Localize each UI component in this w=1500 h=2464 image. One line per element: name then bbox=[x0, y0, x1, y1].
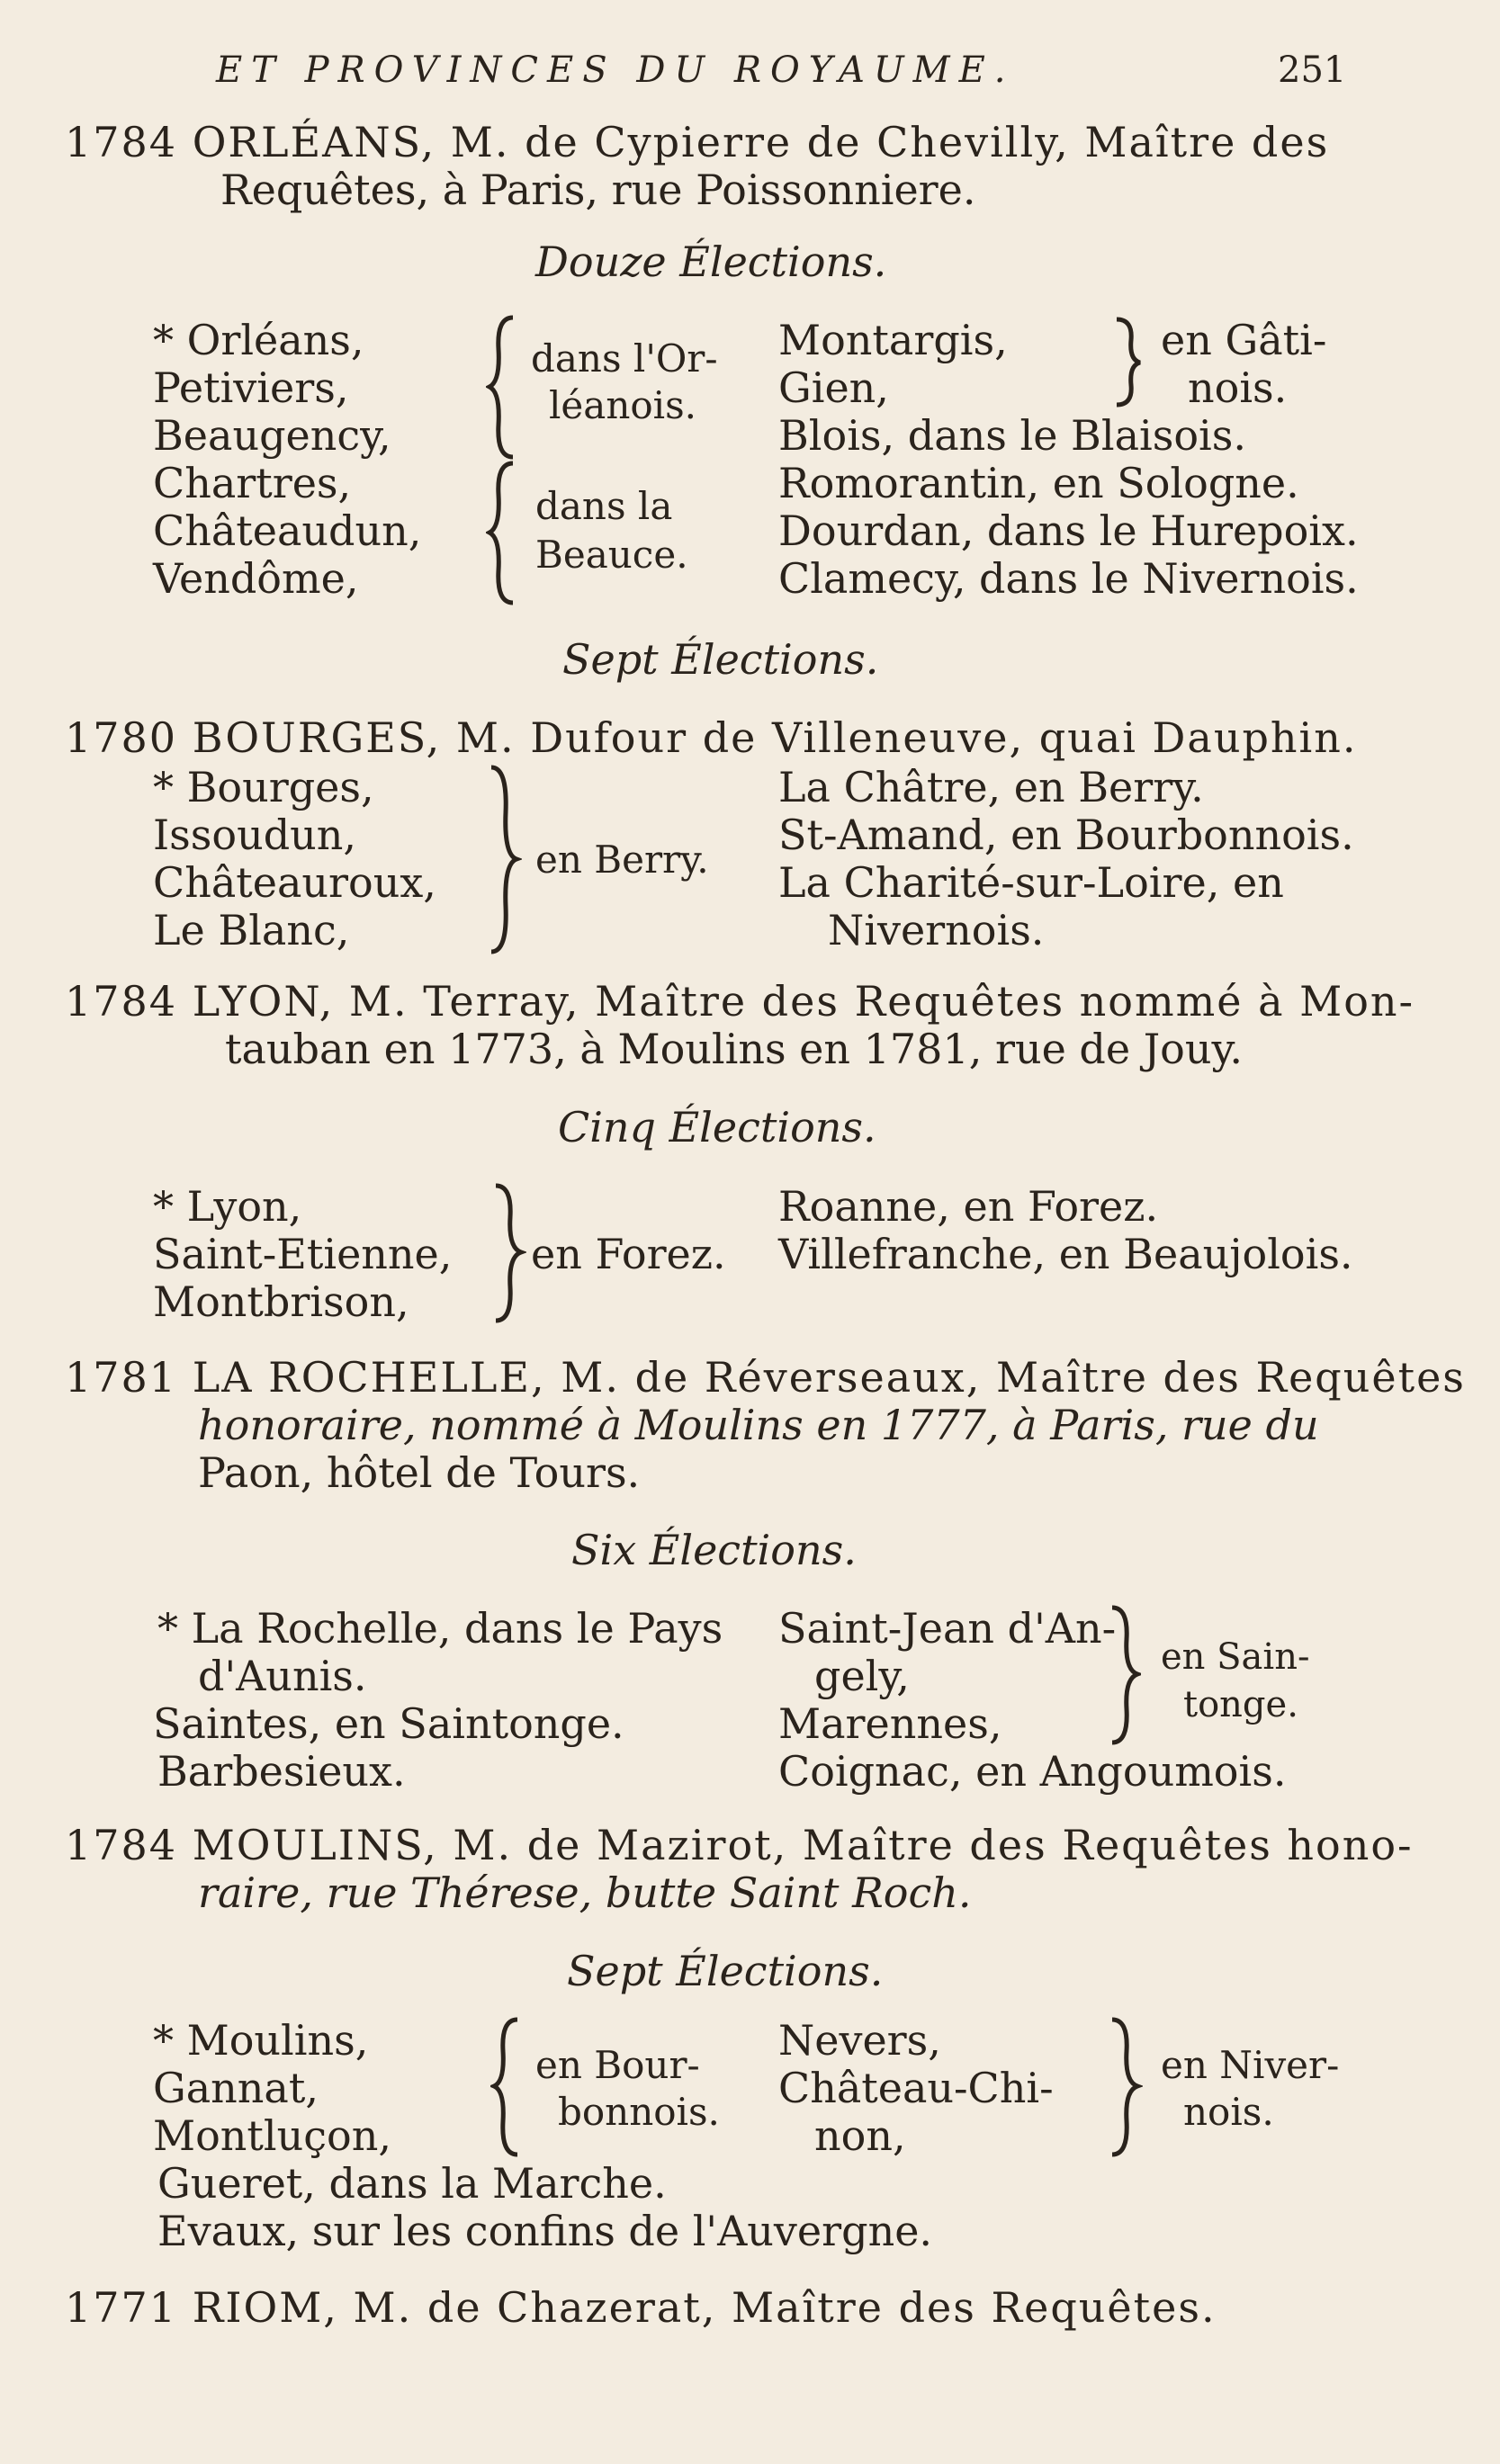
brace-icon bbox=[490, 1181, 526, 1325]
larochelle-r2: gely, bbox=[814, 1652, 910, 1700]
larochelle-l2: d'Aunis. bbox=[198, 1652, 367, 1700]
moulins-r3: non, bbox=[814, 2111, 906, 2160]
bourges-r4: Nivernois. bbox=[828, 906, 1045, 954]
bourges-r3: La Charité-sur-Loire, en bbox=[778, 858, 1284, 907]
bourges-l3: Châteauroux, bbox=[153, 858, 436, 907]
orleans-g1b: léanois. bbox=[549, 383, 697, 427]
moulins-cont: raire, rue Thérese, butte Saint Roch. bbox=[198, 1868, 972, 1917]
moulins-l4: Gueret, dans la Marche. bbox=[157, 2159, 667, 2208]
moulins-sub: Sept Élections. bbox=[567, 1947, 884, 1995]
brace-icon bbox=[1107, 2015, 1143, 2159]
larochelle-r1: Saint-Jean d'An- bbox=[778, 1604, 1117, 1653]
orleans-l1: * Orléans, bbox=[153, 316, 364, 364]
moulins-rg1: en Niver- bbox=[1161, 2043, 1340, 2087]
bourges-l1: * Bourges, bbox=[153, 763, 374, 811]
moulins-rg2: nois. bbox=[1183, 2090, 1274, 2134]
moulins-l3: Montluçon, bbox=[153, 2111, 391, 2160]
larochelle-rg2: tonge. bbox=[1183, 1684, 1298, 1725]
brace-icon bbox=[486, 313, 522, 461]
orleans-r6: Clamecy, dans le Nivernois. bbox=[778, 554, 1359, 603]
brace-icon bbox=[1107, 1603, 1141, 1747]
page-number: 251 bbox=[1278, 49, 1347, 91]
bourges-l2: Issoudun, bbox=[153, 811, 357, 859]
larochelle-l4: Barbesieux. bbox=[157, 1747, 406, 1796]
orleans-g2b: Beauce. bbox=[535, 533, 688, 577]
orleans-rg2: nois. bbox=[1188, 363, 1288, 412]
orleans-cont: Requêtes, à Paris, rue Poissonniere. bbox=[220, 166, 976, 214]
moulins-l1: * Moulins, bbox=[153, 2016, 369, 2065]
running-header: ET PROVINCES DU ROYAUME. bbox=[216, 49, 1015, 91]
bourges-r2: St-Amand, en Bourbonnois. bbox=[778, 811, 1354, 859]
moulins-l2: Gannat, bbox=[153, 2064, 319, 2112]
brace-icon bbox=[490, 2015, 526, 2159]
orleans-r4: Romorantin, en Sologne. bbox=[778, 459, 1299, 507]
moulins-l5: Evaux, sur les confins de l'Auvergne. bbox=[157, 2207, 933, 2255]
larochelle-heading: 1781 LA ROCHELLE, M. de Réverseaux, Maître des Requêtes bbox=[65, 1353, 1466, 1402]
lyon-g1: en Forez. bbox=[531, 1230, 726, 1278]
orleans-l3: Beaugency, bbox=[153, 411, 391, 460]
moulins-g1a: en Bour- bbox=[535, 2043, 700, 2087]
brace-icon bbox=[1111, 315, 1144, 409]
larochelle-r4: Coignac, en Angoumois. bbox=[778, 1747, 1287, 1796]
brace-icon bbox=[486, 763, 522, 956]
moulins-r1: Nevers, bbox=[778, 2016, 941, 2065]
bourges-l4: Le Blanc, bbox=[153, 906, 350, 954]
lyon-r1: Roanne, en Forez. bbox=[778, 1182, 1159, 1231]
orleans-rg1: en Gâti- bbox=[1161, 316, 1327, 364]
bourges-g1: en Berry. bbox=[535, 838, 709, 882]
larochelle-rg1: en Sain- bbox=[1161, 1636, 1310, 1678]
orleans-l2: Petiviers, bbox=[153, 363, 349, 412]
lyon-r2: Villefranche, en Beaujolois. bbox=[778, 1230, 1353, 1278]
orleans-l6: Vendôme, bbox=[153, 554, 359, 603]
riom-heading: 1771 RIOM, M. de Chazerat, Maître des Requêtes. bbox=[65, 2283, 1217, 2332]
larochelle-sub: Six Élections. bbox=[571, 1526, 857, 1574]
orleans-l5: Châteaudun, bbox=[153, 506, 422, 555]
orleans-g1a: dans l'Or- bbox=[531, 336, 718, 381]
lyon-sub: Cinq Élections. bbox=[558, 1103, 876, 1151]
bourges-r1: La Châtre, en Berry. bbox=[778, 763, 1204, 811]
larochelle-r3: Marennes, bbox=[778, 1699, 1002, 1748]
bourges-heading: 1780 BOURGES, M. Dufour de Villeneuve, quai Dauphin. bbox=[65, 713, 1358, 762]
orleans-r5: Dourdan, dans le Hurepoix. bbox=[778, 506, 1359, 555]
lyon-l1: * Lyon, bbox=[153, 1182, 302, 1231]
lyon-heading: 1784 LYON, M. Terray, Maître des Requêtes nommé à Mon- bbox=[65, 977, 1415, 1026]
orleans-r3: Blois, dans le Blaisois. bbox=[778, 411, 1246, 460]
orleans-l4: Chartres, bbox=[153, 459, 352, 507]
lyon-cont: tauban en 1773, à Moulins en 1781, rue de Jouy. bbox=[225, 1025, 1243, 1073]
lyon-l2: Saint-Etienne, bbox=[153, 1230, 453, 1278]
moulins-r2: Château-Chi- bbox=[778, 2064, 1054, 2112]
orleans-r2: Gien, bbox=[778, 363, 889, 412]
larochelle-l1: * La Rochelle, dans le Pays bbox=[157, 1604, 723, 1653]
orleans-sub: Douze Élections. bbox=[535, 237, 887, 286]
moulins-g1b: bonnois. bbox=[558, 2090, 720, 2134]
bourges-sub: Sept Élections. bbox=[562, 635, 879, 684]
larochelle-cont1: honoraire, nommé à Moulins en 1777, à Paris, rue du bbox=[198, 1401, 1319, 1449]
larochelle-cont2: Paon, hôtel de Tours. bbox=[198, 1448, 641, 1497]
lyon-l3: Montbrison, bbox=[153, 1277, 409, 1326]
moulins-heading: 1784 MOULINS, M. de Mazirot, Maître des Requêtes hono- bbox=[65, 1821, 1414, 1869]
orleans-r1: Montargis, bbox=[778, 316, 1008, 364]
orleans-heading: 1784 ORLÉANS, M. de Cypierre de Chevilly, Maître des bbox=[65, 118, 1330, 166]
brace-icon bbox=[486, 459, 522, 607]
larochelle-l3: Saintes, en Saintonge. bbox=[153, 1699, 624, 1748]
orleans-g2a: dans la bbox=[535, 484, 673, 528]
